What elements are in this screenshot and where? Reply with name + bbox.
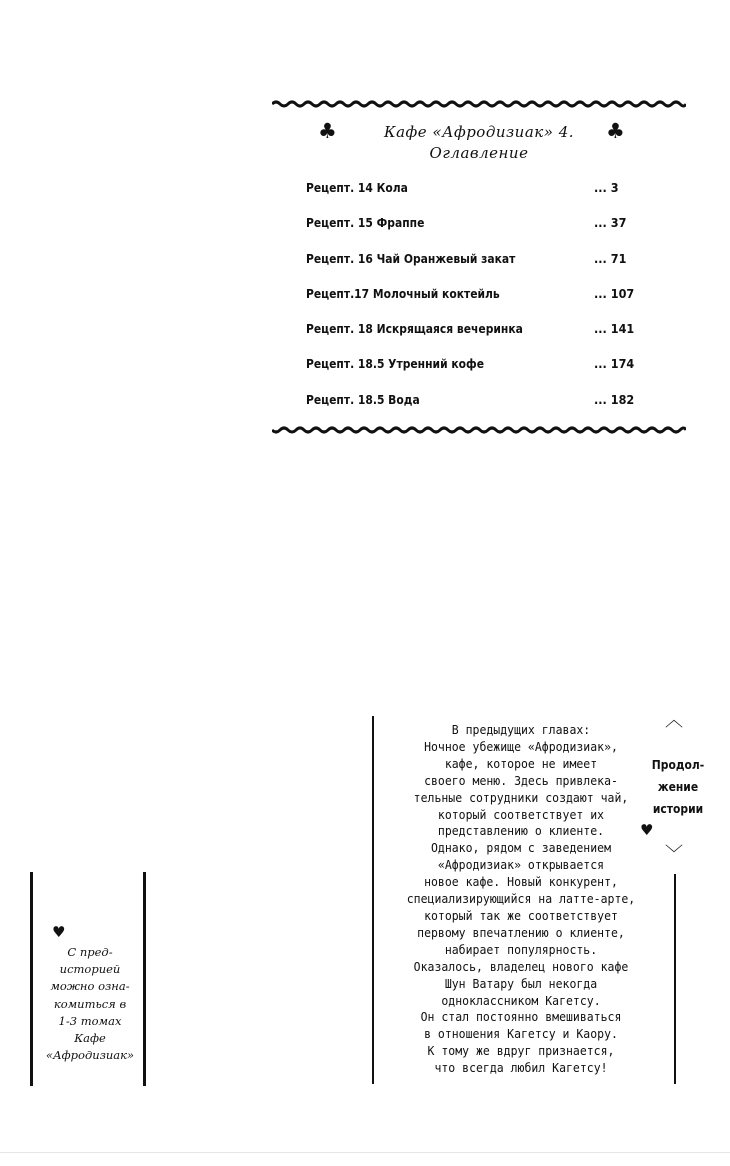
story-summary [372,716,678,1084]
continuation-line: жение [657,779,699,794]
toc-entry [306,319,646,354]
note-line: историей [59,962,121,977]
summary-line: кафе, которое не имеет [444,755,598,771]
heart-icon: ♥ [640,821,654,839]
toc-entry-page: ... 107 [594,285,635,301]
toc-entry-chapter: Рецепт. 16 Чай Оранжевый закат [306,250,516,266]
toc-entry [306,213,646,248]
toc-entry [306,284,646,319]
toc-entry-page: ... 3 [594,180,619,195]
note-line: комиться в [53,996,127,1011]
summary-line: «Афродизиак» открывается [437,857,605,873]
chevron-up-icon: ︿ [665,710,683,731]
toc-entry-page: ... 141 [594,321,635,337]
summary-text [376,722,666,1077]
continuation-badge [640,710,720,865]
lace-border-bottom [272,426,686,434]
lace-border-top [272,100,686,108]
toc-entry-chapter: Рецепт. 14 Кола [306,180,408,195]
toc-entry-chapter: Рецепт. 18.5 Утренний кофе [306,356,484,372]
note-bar-right [143,872,146,1086]
toc-entry [306,249,646,284]
summary-line: что всегда любил Кагетсу! [434,1060,608,1076]
summary-line: Оказалось, владелец нового кафе [413,958,629,974]
toc-entry [306,390,646,425]
summary-bar-right [674,874,676,1084]
toc-entry-page: ... 174 [594,356,635,372]
toc-entry-chapter: Рецепт. 18.5 Вода [306,391,420,407]
summary-line: К тому же вдруг признается, [427,1043,615,1059]
summary-line: одноклассником Кагетсу. [441,992,601,1008]
summary-line: Он стал постоянно вмешиваться [420,1009,622,1025]
chevron-down-icon: ﹀ [665,844,683,865]
continuation-line: истории [652,801,704,816]
toc-title-line-2: Оглавление [429,144,529,162]
continuation-label [640,754,716,820]
continuation-line: Продол- [651,757,705,772]
toc-entry-page: ... 182 [594,391,635,407]
summary-line: специализирующийся на латте-арте, [406,891,636,907]
summary-line: первому впечатлению о клиенте, [417,924,625,940]
summary-line: который соответствует их [437,806,605,822]
toc-entry-chapter: Рецепт.17 Молочный коктейль [306,285,500,301]
toc-entry-page: ... 37 [594,215,627,231]
summary-bar-left [372,716,374,1084]
heart-icon: ♥ [52,923,66,941]
table-of-contents [272,100,686,434]
summary-line: своего меню. Здесь привлека- [424,772,618,788]
summary-line: Шун Ватару был некогда [444,975,598,991]
note-line: С пред- [67,945,113,959]
summary-line: набирает популярность. [444,941,598,957]
toc-entry [306,178,646,213]
note-line: можно озна- [50,979,130,994]
note-line: «Афродизиак» [45,1048,135,1063]
page-bottom-rule [0,1152,730,1153]
summary-line: новое кафе. Новый конкурент, [424,874,618,890]
summary-line: Однако, рядом с заведением [430,840,612,856]
note-line: 1-3 томах [58,1013,122,1028]
summary-line: представлению о клиенте. [437,823,605,839]
note-line: Кафе [74,1031,106,1046]
toc-list [306,178,646,425]
prequel-note [30,872,148,1086]
toc-entry-chapter: Рецепт. 18 Искрящаяся вечеринка [306,321,523,337]
toc-entry-chapter: Рецепт. 15 Фраппе [306,215,425,231]
prequel-note-text [38,944,142,1064]
club-suit-icon-left: ♣ [318,119,337,143]
toc-title-line-1: Кафе «Афродизиак» 4. [383,123,574,141]
toc-entry-page: ... 71 [594,250,627,266]
summary-line: в отношения Кагетсу и Каору. [424,1026,618,1042]
toc-entry [306,354,646,389]
note-bar-left [30,872,33,1086]
summary-line: который так же соответствует [424,907,618,923]
summary-line: Ночное убежище «Афродизиак», [424,738,618,754]
club-suit-icon-right: ♣ [606,119,625,143]
summary-line: тельные сотрудники создают чай, [413,789,629,805]
summary-line: В предыдущих главах: [451,722,591,737]
